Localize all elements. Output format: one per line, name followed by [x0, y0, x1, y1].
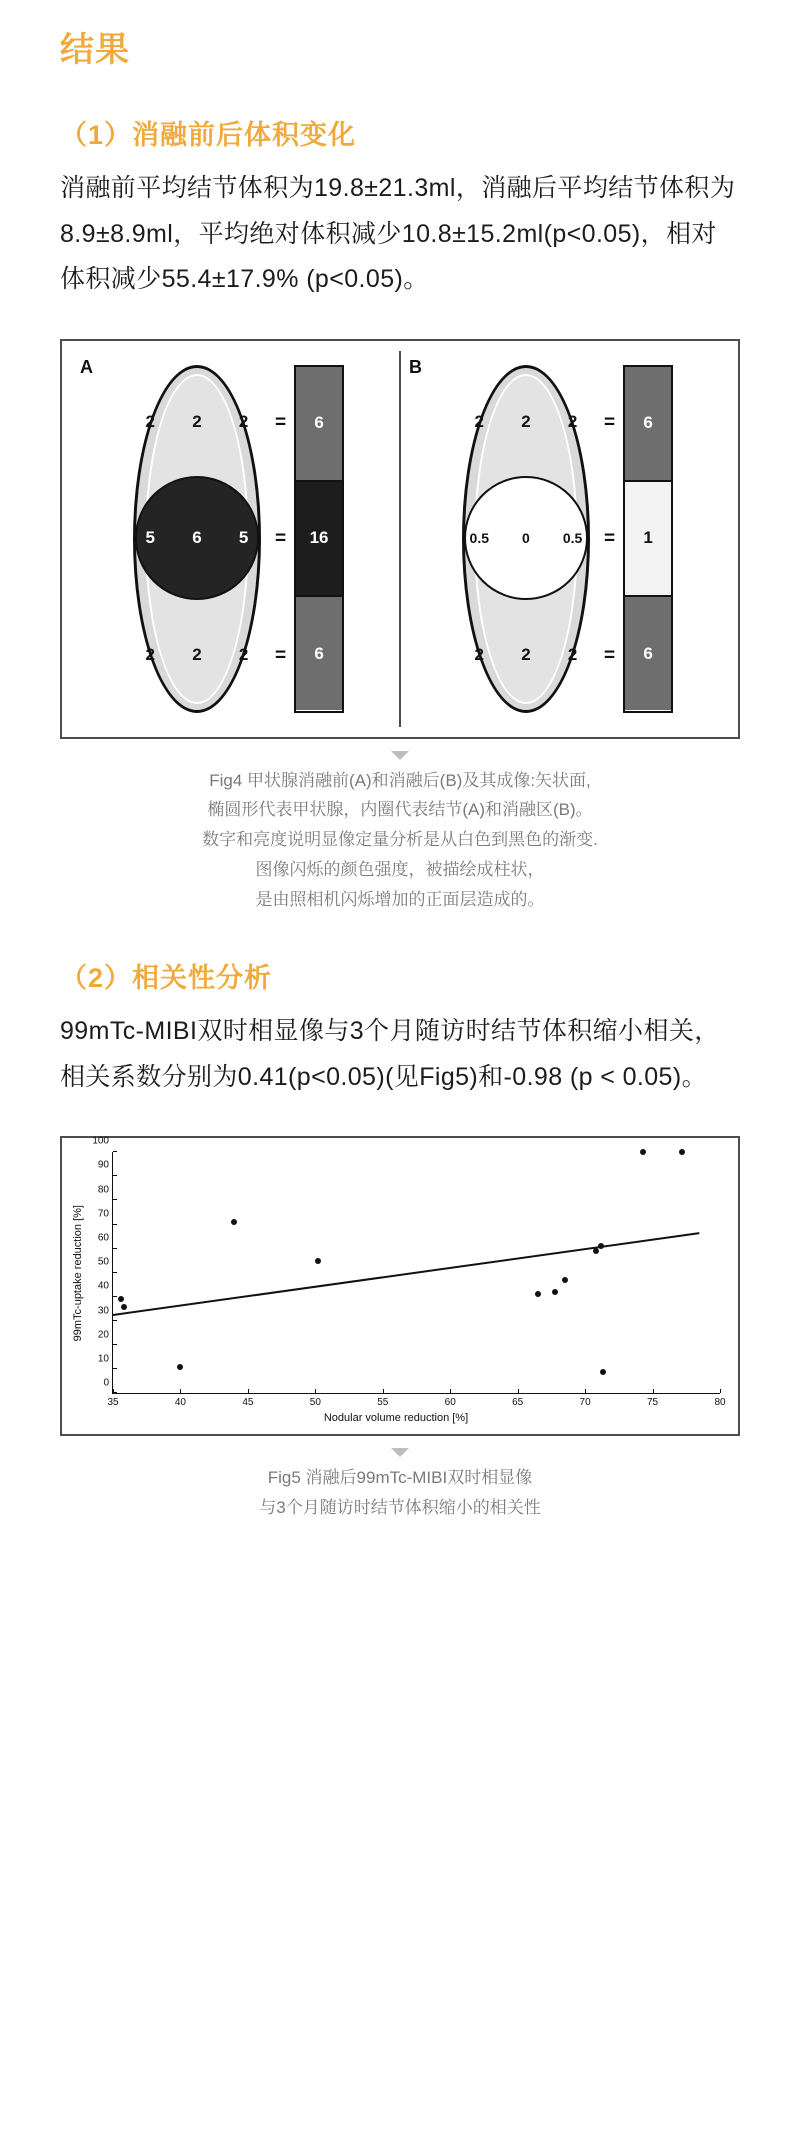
x-tick-mark	[248, 1389, 249, 1393]
figure-panel-b	[399, 351, 728, 727]
equals-sign: =	[274, 411, 287, 433]
thyroid-diagram-a	[127, 364, 267, 714]
intensity-bar-a	[294, 365, 344, 713]
x-tick-mark	[180, 1389, 181, 1393]
x-tick-label: 75	[646, 1397, 659, 1409]
scatter-point	[593, 1248, 599, 1254]
document-page	[0, 22, 800, 1523]
y-axis-title: 99mTc-uptake reduction [%]	[72, 1205, 84, 1342]
cell-value: 2	[192, 411, 202, 431]
cell-value: 2	[474, 645, 484, 665]
cell-value: 2	[192, 645, 202, 665]
value-row-b-3	[456, 597, 596, 714]
y-tick-label: 50	[97, 1256, 109, 1268]
cell-value: 2	[238, 411, 249, 431]
x-tick-label: 65	[512, 1397, 524, 1409]
intensity-bar-b	[623, 365, 673, 713]
caption-line: Fig4 甲状腺消融前(A)和消融后(B)及其成像:矢状面,	[209, 770, 591, 790]
x-tick-mark	[653, 1389, 654, 1393]
scatter-point	[535, 1291, 541, 1297]
cell-value: 2	[521, 645, 531, 665]
figure-4-caption	[60, 766, 740, 915]
subsection-title-2: （2）相关性分析	[60, 963, 273, 994]
y-axis-ticks	[86, 1135, 112, 1394]
caption-line: Fig5 消融后99mTc-MIBI双时相显像	[267, 1468, 533, 1488]
y-tick-mark	[113, 1368, 117, 1369]
y-tick-label: 70	[97, 1208, 109, 1220]
y-tick-label: 20	[97, 1329, 109, 1341]
scatter-point	[177, 1364, 183, 1370]
equals-sign: =	[603, 411, 616, 433]
scatter-point	[315, 1258, 321, 1264]
subsection-paragraph-1: 消融前平均结节体积为19.8±21.3ml，消融后平均结节体积为8.9±8.9ml，平均绝对体积减少10.8±15.2ml(p<0.05)，相对体积减少55.4±17.9% (p<0.05)。	[60, 174, 736, 293]
x-tick-mark	[720, 1389, 721, 1393]
x-tick-label: 60	[444, 1397, 456, 1409]
panel-b-label: B	[409, 356, 422, 377]
scatter-point	[600, 1369, 606, 1375]
caption-line: 椭圆形代表甲状腺，内圈代表结节(A)和消融区(B)。	[207, 800, 593, 820]
scatter-point	[640, 1149, 646, 1155]
scatter-chart	[60, 1136, 740, 1436]
x-tick-mark	[450, 1389, 451, 1393]
bar-segment-bottom: 6	[625, 597, 671, 710]
y-tick-mark	[113, 1296, 117, 1297]
equals-sign: =	[603, 528, 616, 549]
y-tick-mark	[113, 1272, 117, 1273]
caret-up-icon	[391, 751, 409, 760]
cell-value: 0.5	[469, 530, 489, 547]
subsection-paragraph-2: 99mTc-MIBI双时相显像与3个月随访时结节体积缩小相关，相关系数分别为0.41(p<0.05)(见Fig5)和-0.98 (p < 0.05)。	[60, 1017, 720, 1091]
scatter-point	[121, 1304, 127, 1310]
x-tick-mark	[518, 1389, 519, 1393]
cell-value: 0.5	[562, 530, 583, 547]
scatter-point	[552, 1289, 558, 1295]
x-tick-mark	[315, 1389, 316, 1393]
cell-value: 2	[145, 645, 155, 665]
bar-segment-middle: 1	[625, 480, 671, 597]
equals-sign: =	[274, 644, 287, 666]
x-tick-mark	[383, 1389, 384, 1393]
trend-line	[113, 1232, 700, 1315]
bar-segment-top: 6	[625, 367, 671, 480]
x-tick-label: 45	[242, 1397, 254, 1409]
y-tick-label: 0	[103, 1377, 109, 1389]
cell-value: 2	[521, 411, 531, 431]
x-tick-label: 50	[309, 1397, 321, 1409]
scatter-point	[562, 1277, 568, 1283]
cell-value: 2	[567, 411, 578, 431]
figure-5-block	[60, 1136, 740, 1523]
value-row-a-2	[127, 480, 267, 597]
value-row-b-2	[456, 480, 596, 597]
figure-panel-a	[72, 351, 399, 727]
y-tick-label: 90	[97, 1159, 109, 1171]
caption-line: 图像闪烁的颜色强度，被描绘成柱状，	[255, 859, 545, 879]
y-tick-mark	[113, 1248, 117, 1249]
y-tick-label: 100	[92, 1135, 109, 1147]
y-tick-mark	[113, 1199, 117, 1200]
scatter-point	[679, 1149, 685, 1155]
x-axis-title: Nodular volume reduction [%]	[323, 1412, 469, 1425]
cell-value: 5	[238, 528, 249, 548]
caption-line: 与3个月随访时结节体积缩小的相关性	[259, 1498, 541, 1517]
caret-up-icon	[391, 1448, 409, 1457]
y-tick-mark	[113, 1344, 117, 1345]
value-row-a-1	[127, 364, 267, 481]
value-grid-a	[127, 364, 267, 714]
x-tick-mark	[113, 1389, 114, 1393]
cell-value: 5	[145, 528, 155, 548]
page-title: 结果	[60, 31, 130, 69]
cell-value: 0	[522, 530, 530, 547]
y-tick-label: 30	[97, 1305, 109, 1317]
panel-a-label: A	[80, 356, 93, 377]
cell-value: 2	[145, 411, 155, 431]
cell-value: 6	[192, 528, 202, 548]
y-tick-mark	[113, 1151, 117, 1152]
plot-area	[107, 1152, 726, 1409]
y-tick-mark	[113, 1224, 117, 1225]
equals-column-a	[275, 365, 286, 713]
scatter-point	[231, 1219, 237, 1225]
y-tick-label: 40	[97, 1280, 109, 1292]
bar-segment-middle: 16	[296, 480, 342, 597]
cell-value: 2	[474, 411, 484, 431]
x-tick-label: 80	[714, 1397, 726, 1409]
value-row-b-1	[456, 364, 596, 481]
equals-sign: =	[603, 644, 616, 666]
y-tick-mark	[113, 1320, 117, 1321]
x-tick-mark	[585, 1389, 586, 1393]
y-tick-label: 80	[97, 1184, 109, 1196]
subsection-title-1: （1）消融前后体积变化	[60, 120, 357, 150]
x-tick-label: 40	[174, 1397, 186, 1409]
cell-value: 2	[238, 645, 249, 665]
x-tick-label: 35	[107, 1397, 119, 1409]
equals-column-b	[604, 365, 615, 713]
figure-4-block	[60, 339, 740, 915]
figure-5-caption	[60, 1463, 740, 1523]
x-tick-label: 70	[579, 1397, 591, 1409]
bar-segment-bottom: 6	[296, 597, 342, 710]
caption-line: 是由照相机闪烁增加的正面层造成的。	[255, 889, 545, 909]
x-tick-label: 55	[377, 1397, 389, 1409]
scatter-point	[118, 1296, 124, 1302]
equals-sign: =	[274, 528, 287, 549]
value-grid-b	[456, 364, 596, 714]
cell-value: 2	[567, 645, 578, 665]
y-tick-mark	[113, 1175, 117, 1176]
thyroid-diagram-b	[456, 364, 596, 714]
caption-line: 数字和亮度说明显像定量分析是从白色到黑色的渐变.	[202, 830, 598, 849]
bar-segment-top: 6	[296, 367, 342, 480]
figure-4-image	[60, 339, 740, 739]
value-row-a-3	[127, 597, 267, 714]
y-tick-label: 10	[97, 1353, 109, 1365]
y-tick-label: 60	[97, 1232, 109, 1244]
